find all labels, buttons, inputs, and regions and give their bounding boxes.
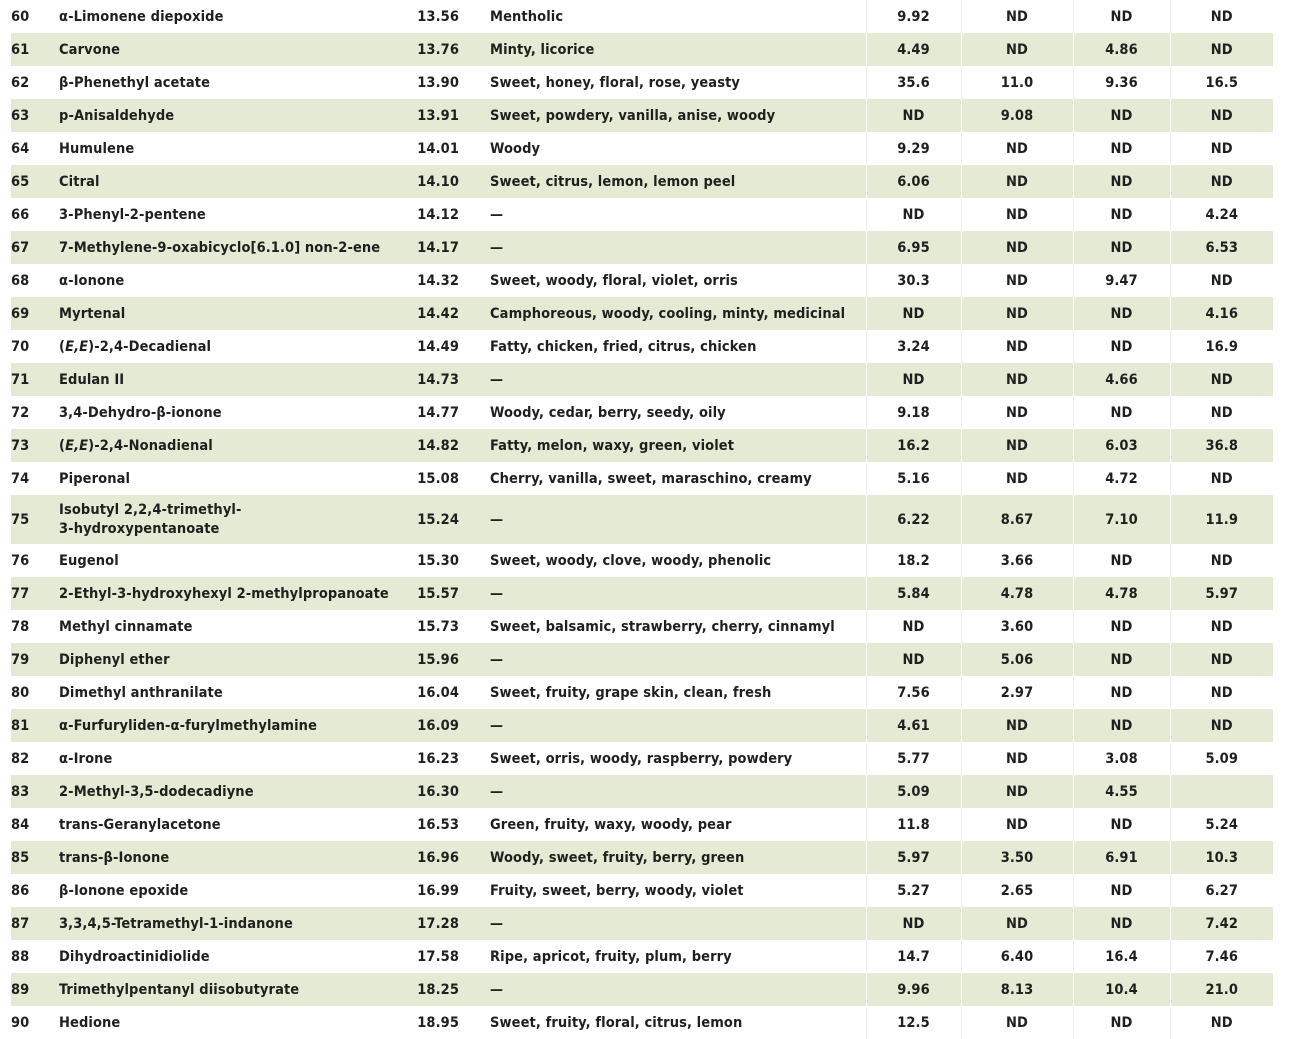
compound-name: Hedione [59,1014,121,1031]
compound-number: 87 [11,907,59,940]
compound-number: 78 [11,618,30,635]
table-row [11,99,1273,132]
table-row [11,940,1273,973]
odor-description: Woody, cedar, berry, seedy, oily [490,404,726,421]
retention-time: 14.82 [403,429,465,462]
odor-description: Sweet, woody, clove, woody, phenolic [490,552,772,569]
value-sample-2: ND [961,462,1073,495]
retention-time: 17.28 [403,907,465,940]
value-sample-1: 6.06 [866,165,961,198]
compound-name-suffix: )-2,4-Decadienal [88,338,212,355]
retention-time: 13.76 [403,33,465,66]
value-sample-4: 4.16 [1170,297,1273,330]
value-sample-2: ND [961,132,1073,165]
retention-time: 15.96 [403,643,465,676]
value-sample-1: 5.77 [866,742,961,775]
compound-number: 65 [11,165,59,198]
compound-name: 2-Methyl-3,5-dodecadiyne [59,775,403,808]
retention-time: 13.91 [403,99,465,132]
retention-time: 16.09 [403,709,465,742]
odor-description: Sweet, fruity, floral, citrus, lemon [490,1014,743,1031]
compound-number: 67 [11,231,59,264]
value-sample-1: 3.24 [866,330,961,363]
compound-name: Edulan II [59,363,403,396]
compound-number: 76 [11,552,30,569]
compound-name-prefix: ( [59,338,66,355]
value-sample-4: ND [1170,165,1273,198]
value-sample-3: 4.72 [1073,462,1170,495]
value-sample-3: ND [1073,396,1170,429]
retention-time: 15.73 [417,618,459,635]
compound-number: 69 [11,297,59,330]
table-row [11,544,1273,577]
odor-description: — [465,643,866,676]
value-sample-3: 10.4 [1073,973,1170,1006]
compound-number: 84 [11,816,30,833]
value-sample-3: ND [1073,330,1170,363]
value-sample-4: ND [1170,709,1273,742]
compound-table [11,0,1273,1039]
retention-time: 15.57 [403,577,465,610]
table-row [11,808,1273,841]
compound-number: 64 [11,140,30,157]
value-sample-3: ND [1073,231,1170,264]
compound-number: 75 [11,495,59,544]
table-row [11,264,1273,297]
compound-name: Humulene [59,140,135,157]
odor-description: Camphoreous, woody, cooling, minty, medicinal [465,297,866,330]
compound-name: Piperonal [59,470,131,487]
value-sample-4: 5.97 [1170,577,1273,610]
compound-number: 72 [11,404,30,421]
retention-time: 16.30 [403,775,465,808]
value-sample-3: ND [1073,132,1170,165]
value-sample-3: ND [1073,0,1170,33]
value-sample-3: ND [1073,643,1170,676]
compound-name: 3,4-Dehydro-β-ionone [59,404,222,421]
odor-description: Sweet, balsamic, strawberry, cherry, cinnamyl [490,618,835,635]
value-sample-3: ND [1073,610,1170,643]
value-sample-2: 8.67 [961,495,1073,544]
value-sample-3: 4.86 [1073,33,1170,66]
compound-name: β-Phenethyl acetate [59,74,211,91]
value-sample-4: 5.09 [1170,742,1273,775]
value-sample-2: ND [961,297,1073,330]
value-sample-3: ND [1073,808,1170,841]
retention-time: 16.04 [417,684,459,701]
value-sample-2: ND [961,363,1073,396]
value-sample-4 [1170,775,1273,808]
value-sample-1: ND [866,99,961,132]
table-row [11,198,1273,231]
value-sample-1: 9.96 [866,973,961,1006]
table-row [11,775,1273,808]
compound-name: trans-β-Ionone [59,841,403,874]
value-sample-4: ND [1170,396,1273,429]
compound-number: 81 [11,709,59,742]
retention-time: 15.30 [417,552,459,569]
table-row [11,231,1273,264]
odor-description: Sweet, citrus, lemon, lemon peel [465,165,866,198]
table-body [11,0,1273,1039]
value-sample-3: ND [1073,874,1170,907]
value-sample-1: 6.95 [866,231,961,264]
value-sample-2: 3.66 [961,544,1073,577]
value-sample-3: ND [1073,99,1170,132]
compound-number: 61 [11,33,59,66]
value-sample-3: 9.36 [1073,66,1170,99]
retention-time: 18.25 [403,973,465,1006]
value-sample-4: ND [1170,99,1273,132]
retention-time: 13.90 [417,74,459,91]
compound-number: 60 [11,8,30,25]
value-sample-3: ND [1073,297,1170,330]
value-sample-2: ND [961,0,1073,33]
odor-description: — [465,577,866,610]
compound-name: Dimethyl anthranilate [59,684,223,701]
table-row [11,841,1273,874]
odor-description: — [465,495,866,544]
compound-number: 85 [11,841,59,874]
value-sample-1: ND [866,907,961,940]
compound-name [59,330,403,363]
odor-description: Cherry, vanilla, sweet, maraschino, creamy [490,470,812,487]
value-sample-1: ND [866,363,961,396]
compound-name: 3-Phenyl-2-pentene [59,206,206,223]
value-sample-4: ND [1170,33,1273,66]
value-sample-1: 18.2 [866,544,961,577]
odor-description: — [465,973,866,1006]
compound-name: Carvone [59,33,403,66]
value-sample-4: 6.53 [1170,231,1273,264]
value-sample-3: ND [1073,544,1170,577]
value-sample-2: ND [961,396,1073,429]
value-sample-1: 4.49 [866,33,961,66]
odor-description: Woody, sweet, fruity, berry, green [465,841,866,874]
compound-name: Methyl cinnamate [59,618,193,635]
odor-description: Sweet, fruity, grape skin, clean, fresh [490,684,772,701]
compound-number: 89 [11,973,59,1006]
retention-time: 15.08 [417,470,459,487]
table-row [11,396,1273,429]
value-sample-4: ND [1170,544,1273,577]
compound-number: 79 [11,643,59,676]
compound-name: Diphenyl ether [59,643,403,676]
compound-name: α-Irone [59,750,113,767]
value-sample-1: 5.09 [866,775,961,808]
table-row [11,132,1273,165]
compound-number: 88 [11,948,30,965]
compound-name: Trimethylpentanyl diisobutyrate [59,973,403,1006]
odor-description: Green, fruity, waxy, woody, pear [490,816,732,833]
value-sample-1: 12.5 [866,1006,961,1039]
value-sample-3: 4.55 [1073,775,1170,808]
value-sample-4: ND [1170,643,1273,676]
value-sample-1: 9.92 [866,0,961,33]
compound-table-container [11,0,1273,1039]
compound-name: α-Ionone [59,272,125,289]
value-sample-3: 3.08 [1073,742,1170,775]
retention-time: 14.01 [417,140,459,157]
value-sample-1: ND [866,297,961,330]
value-sample-1: 30.3 [866,264,961,297]
value-sample-1: ND [866,643,961,676]
value-sample-2: 9.08 [961,99,1073,132]
odor-description: — [465,775,866,808]
odor-description: Fruity, sweet, berry, woody, violet [490,882,744,899]
value-sample-1: 6.22 [866,495,961,544]
value-sample-2: ND [961,33,1073,66]
compound-number: 62 [11,74,30,91]
value-sample-4: 5.24 [1170,808,1273,841]
value-sample-2: ND [961,1006,1073,1039]
table-row [11,907,1273,940]
compound-name: 2-Ethyl-3-hydroxyhexyl 2-methylpropanoate [59,577,403,610]
odor-description: — [465,363,866,396]
value-sample-4: 16.5 [1170,66,1273,99]
value-sample-3: ND [1073,165,1170,198]
odor-description: Fatty, melon, waxy, green, violet [465,429,866,462]
odor-description: Fatty, chicken, fried, citrus, chicken [490,338,757,355]
value-sample-3: ND [1073,1006,1170,1039]
value-sample-2: 11.0 [961,66,1073,99]
compound-number: 74 [11,470,30,487]
retention-time: 13.56 [417,8,459,25]
odor-description: Sweet, orris, woody, raspberry, powdery [490,750,793,767]
value-sample-2: ND [961,198,1073,231]
compound-number: 68 [11,272,30,289]
table-row [11,429,1273,462]
value-sample-4: ND [1170,132,1273,165]
value-sample-2: 5.06 [961,643,1073,676]
table-row [11,495,1273,544]
odor-description: Ripe, apricot, fruity, plum, berry [490,948,732,965]
value-sample-3: 6.91 [1073,841,1170,874]
value-sample-2: 3.50 [961,841,1073,874]
compound-number: 73 [11,429,59,462]
value-sample-4: ND [1170,363,1273,396]
odor-description: — [490,206,504,223]
value-sample-2: 6.40 [961,940,1073,973]
compound-name: Eugenol [59,552,119,569]
compound-name: α-Furfuryliden-α-furylmethylamine [59,709,403,742]
compound-name-suffix: )-2,4-Nonadienal [88,437,213,454]
odor-description: Sweet, woody, floral, violet, orris [490,272,738,289]
value-sample-4: 21.0 [1170,973,1273,1006]
retention-time: 16.23 [417,750,459,767]
value-sample-1: 5.97 [866,841,961,874]
value-sample-4: ND [1170,676,1273,709]
retention-time: 14.10 [403,165,465,198]
value-sample-3: ND [1073,907,1170,940]
compound-name: trans-Geranylacetone [59,816,221,833]
odor-description: Sweet, honey, floral, rose, yeasty [490,74,741,91]
value-sample-1: 16.2 [866,429,961,462]
value-sample-2: 2.97 [961,676,1073,709]
compound-number: 71 [11,363,59,396]
retention-time: 14.49 [417,338,459,355]
value-sample-1: 4.61 [866,709,961,742]
odor-description: — [465,231,866,264]
compound-name: Isobutyl 2,2,4-trimethyl-3-hydroxypentanoate [59,495,403,544]
value-sample-2: ND [961,742,1073,775]
compound-number: 77 [11,577,59,610]
value-sample-4: 16.9 [1170,330,1273,363]
retention-time: 14.17 [403,231,465,264]
compound-name: p-Anisaldehyde [59,99,403,132]
retention-time: 15.24 [403,495,465,544]
table-row [11,1006,1273,1039]
value-sample-4: ND [1170,0,1273,33]
table-row [11,676,1273,709]
value-sample-4: 4.24 [1170,198,1273,231]
value-sample-1: 5.84 [866,577,961,610]
compound-name: α-Limonene diepoxide [59,8,224,25]
compound-number: 82 [11,750,30,767]
value-sample-4: 6.27 [1170,874,1273,907]
compound-name-stereo: E,E [65,338,89,355]
retention-time: 16.99 [417,882,459,899]
value-sample-3: 7.10 [1073,495,1170,544]
value-sample-1: 9.18 [866,396,961,429]
value-sample-1: ND [866,198,961,231]
value-sample-4: ND [1170,462,1273,495]
compound-number: 86 [11,882,30,899]
value-sample-1: 35.6 [866,66,961,99]
compound-number: 83 [11,775,59,808]
retention-time: 18.95 [417,1014,459,1031]
value-sample-2: ND [961,330,1073,363]
compound-number: 90 [11,1014,30,1031]
value-sample-2: ND [961,709,1073,742]
compound-name: Citral [59,165,403,198]
table-row [11,462,1273,495]
table-row [11,973,1273,1006]
value-sample-2: ND [961,808,1073,841]
compound-name: Dihydroactinidiolide [59,948,210,965]
compound-number: 70 [11,338,30,355]
value-sample-2: ND [961,264,1073,297]
value-sample-3: 4.66 [1073,363,1170,396]
compound-name: 3,3,4,5-Tetramethyl-1-indanone [59,907,403,940]
table-row [11,742,1273,775]
value-sample-3: 16.4 [1073,940,1170,973]
compound-name: β-Ionone epoxide [59,882,189,899]
value-sample-1: 11.8 [866,808,961,841]
value-sample-2: ND [961,165,1073,198]
compound-name [59,429,403,462]
value-sample-4: 7.46 [1170,940,1273,973]
compound-name: Myrtenal [59,297,403,330]
odor-description: Sweet, powdery, vanilla, anise, woody [465,99,866,132]
odor-description: Mentholic [490,8,564,25]
odor-description: — [465,907,866,940]
value-sample-3: ND [1073,676,1170,709]
table-row [11,0,1273,33]
table-row [11,363,1273,396]
retention-time: 14.12 [417,206,459,223]
table-row [11,165,1273,198]
retention-time: 16.53 [417,816,459,833]
compound-name-stereo: E,E [65,437,89,454]
compound-number: 63 [11,99,59,132]
table-row [11,66,1273,99]
value-sample-2: 3.60 [961,610,1073,643]
value-sample-2: ND [961,231,1073,264]
retention-time: 17.58 [417,948,459,965]
value-sample-4: 36.8 [1170,429,1273,462]
table-row [11,610,1273,643]
value-sample-1: ND [866,610,961,643]
retention-time: 14.32 [417,272,459,289]
value-sample-3: 4.78 [1073,577,1170,610]
retention-time: 14.77 [417,404,459,421]
value-sample-4: ND [1170,1006,1273,1039]
table-row [11,330,1273,363]
value-sample-1: 5.27 [866,874,961,907]
value-sample-4: ND [1170,610,1273,643]
odor-description: — [465,709,866,742]
value-sample-2: 8.13 [961,973,1073,1006]
compound-name: 7-Methylene-9-oxabicyclo[6.1.0] non-2-ene [59,231,403,264]
retention-time: 14.73 [403,363,465,396]
value-sample-2: ND [961,429,1073,462]
value-sample-1: 7.56 [866,676,961,709]
retention-time: 14.42 [403,297,465,330]
value-sample-1: 5.16 [866,462,961,495]
compound-number: 66 [11,206,30,223]
table-row [11,577,1273,610]
value-sample-3: ND [1073,198,1170,231]
value-sample-3: 9.47 [1073,264,1170,297]
table-row [11,709,1273,742]
value-sample-4: ND [1170,264,1273,297]
value-sample-4: 11.9 [1170,495,1273,544]
compound-name-prefix: ( [59,437,66,454]
value-sample-3: ND [1073,709,1170,742]
value-sample-2: 4.78 [961,577,1073,610]
odor-description: Woody [490,140,541,157]
value-sample-2: ND [961,907,1073,940]
value-sample-3: 6.03 [1073,429,1170,462]
retention-time: 16.96 [403,841,465,874]
value-sample-2: 2.65 [961,874,1073,907]
odor-description: Minty, licorice [465,33,866,66]
value-sample-1: 9.29 [866,132,961,165]
compound-number: 80 [11,684,30,701]
value-sample-4: 10.3 [1170,841,1273,874]
table-row [11,297,1273,330]
value-sample-1: 14.7 [866,940,961,973]
value-sample-2: ND [961,775,1073,808]
table-row [11,643,1273,676]
value-sample-4: 7.42 [1170,907,1273,940]
table-row [11,874,1273,907]
table-row [11,33,1273,66]
